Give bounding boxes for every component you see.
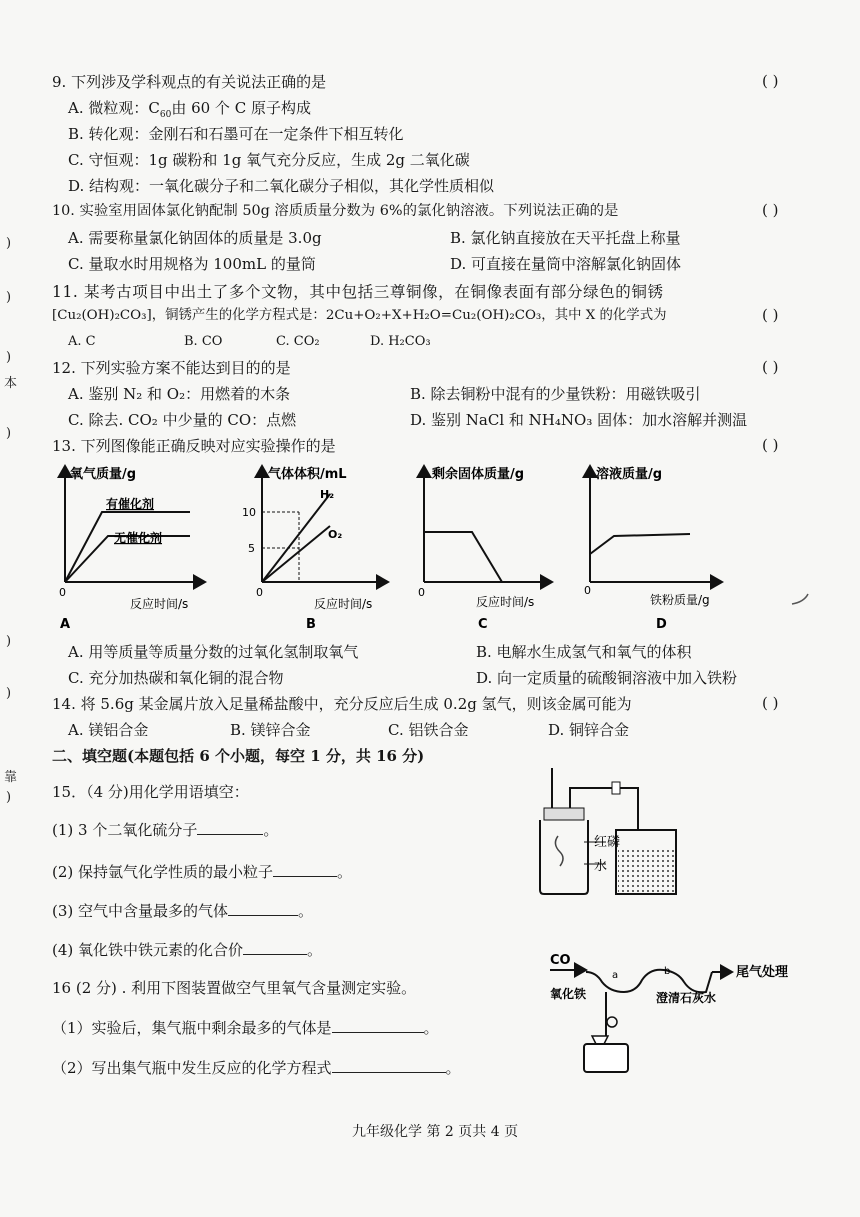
graph-b-letter: B xyxy=(306,617,316,632)
margin-mark: ) xyxy=(6,634,12,649)
q15-part-2: (2) 保持氩气化学性质的最小粒子 。 xyxy=(52,863,353,881)
graph-a-label-2: 无催化剂 xyxy=(114,531,163,545)
graph-d-origin: 0 xyxy=(584,584,591,597)
glass-tube xyxy=(586,970,712,993)
water-in-beaker xyxy=(618,848,674,892)
margin-mark: ) xyxy=(6,790,12,805)
q13-option-c: C. 充分加热碳和氧化铜的混合物 xyxy=(68,669,284,687)
q16-part-2: （2）写出集气瓶中发生反应的化学方程式 。 xyxy=(52,1059,461,1077)
question-12-stem: 12. 下列实验方案不能达到目的的是 xyxy=(52,359,291,377)
margin-mark: ) xyxy=(6,686,12,701)
label-red-phosphorus: 红磷 xyxy=(594,835,621,850)
answer-paren-13: ( ) xyxy=(762,436,779,454)
graph-b-xlabel: 反应时间/s xyxy=(314,597,373,611)
q10-option-d: D. 可直接在量筒中溶解氯化钠固体 xyxy=(450,255,682,273)
question-14-stem: 14. 将 5.6g 某金属片放入足量稀盐酸中，充分反应后生成 0.2g 氢气，则该金属可能为 xyxy=(52,695,632,713)
q15-part-4: (4) 氧化铁中铁元素的化合价 。 xyxy=(52,941,323,959)
graph-b-ylabel: 气体体积/mL xyxy=(268,467,347,482)
lamp-top xyxy=(592,1036,608,1044)
question-13-stem: 13. 下列图像能正确反映对应实验操作的是 xyxy=(52,437,336,455)
graph-d-xlabel: 铁粉质量/g xyxy=(650,593,710,607)
q10-option-c: C. 量取水时用规格为 100mL 的量筒 xyxy=(68,255,316,273)
q15-part-1: (1) 3 个二氧化硫分子 。 xyxy=(52,821,279,839)
q11-option-a: A. C xyxy=(68,334,96,349)
q13-graphs xyxy=(40,458,820,636)
graph-a-curve-catalyst xyxy=(65,512,190,582)
q11-option-b: B. CO xyxy=(184,334,223,349)
clamp-screw xyxy=(607,1017,617,1027)
answer-blank[interactable] xyxy=(273,862,337,877)
question-16-stem: 16 (2 分) . 利用下图装置做空气里氧气含量测定实验。 xyxy=(52,979,417,997)
q11-option-d: D. H₂CO₃ xyxy=(370,334,431,349)
q9-option-b: B. 转化观：金刚石和石墨可在一定条件下相互转化 xyxy=(68,125,404,143)
apparatus-red-phosphorus xyxy=(526,764,690,904)
label-iron-oxide: 氧化铁 xyxy=(550,987,587,1001)
label-water: 水 xyxy=(594,859,608,874)
label-b: b xyxy=(664,966,671,977)
q14-option-a: A. 镁铝合金 xyxy=(68,721,149,739)
q12-option-a: A. 鉴别 N₂ 和 O₂：用燃着的木条 xyxy=(68,385,291,403)
question-15-stem: 15．（4 分)用化学用语填空： xyxy=(52,783,249,801)
graph-c-xlabel: 反应时间/s xyxy=(476,595,535,609)
graph-d-ylabel: 溶液质量/g xyxy=(596,467,663,482)
q9-option-d: D. 结构观：一氧化碳分子和二氧化碳分子相似，其化学性质相似 xyxy=(68,177,495,195)
graph-b-label-h2: H₂ xyxy=(320,488,335,501)
graph-b-line-o2 xyxy=(262,526,330,582)
q13-option-d: D. 向一定质量的硫酸铜溶液中加入铁粉 xyxy=(476,669,738,687)
q12-option-b: B. 除去铜粉中混有的少量铁粉：用磁铁吸引 xyxy=(410,385,701,403)
graph-d-letter: D xyxy=(656,617,667,632)
answer-paren-9: ( ) xyxy=(762,72,779,90)
alcohol-lamp xyxy=(584,1044,628,1072)
graph-d-curve xyxy=(590,534,690,554)
graph-a-origin: 0 xyxy=(59,586,66,599)
margin-mark: 靠 xyxy=(4,770,18,785)
answer-blank[interactable] xyxy=(228,901,298,916)
page-footer: 九年级化学 第 2 页共 4 页 xyxy=(352,1124,519,1140)
label-limewater: 澄清石灰水 xyxy=(656,991,717,1005)
graph-a-ylabel: 氧气质量/g xyxy=(70,467,137,482)
q14-option-c: C. 铝铁合金 xyxy=(388,721,469,739)
graph-b-tick-5: 5 xyxy=(248,542,255,555)
q11-option-c: C. CO₂ xyxy=(276,334,320,349)
graph-b xyxy=(242,466,388,632)
graph-a-xlabel: 反应时间/s xyxy=(130,597,189,611)
graph-d xyxy=(584,466,722,632)
apparatus-co-reduction xyxy=(546,948,789,1078)
graph-c-letter: C xyxy=(478,617,488,632)
question-11-line2: [Cu₂(OH)₂CO₃]，铜锈产生的化学方程式是：2Cu+O₂+X+H₂O=Cu₂(OH)₂CO₃，其中 X 的化学式为 xyxy=(52,308,667,323)
stopper xyxy=(544,808,584,820)
graph-c xyxy=(418,466,552,632)
q13-option-a: A. 用等质量等质量分数的过氧化氢制取氧气 xyxy=(68,643,359,661)
q14-option-b: B. 镁锌合金 xyxy=(230,721,311,739)
question-10-stem: 10. 实验室用固体氯化钠配制 50g 溶质质量分数为 6%的氯化钠溶液。下列说法正确的是 xyxy=(52,203,619,219)
phosphorus-spoon xyxy=(555,836,563,866)
q10-option-a: A. 需要称量氯化钠固体的质量是 3.0g xyxy=(68,229,322,247)
answer-paren-14: ( ) xyxy=(762,694,779,712)
q12-option-d: D. 鉴别 NaCl 和 NH₄NO₃ 固体：加水溶解并测温 xyxy=(410,411,748,429)
answer-paren-11: ( ) xyxy=(762,306,779,324)
margin-mark: ) xyxy=(6,426,12,441)
graph-b-origin: 0 xyxy=(256,586,263,599)
q9-option-c: C. 守恒观：1g 碳粉和 1g 氧气充分反应，生成 2g 二氧化碳 xyxy=(68,151,470,169)
margin-mark: ) xyxy=(6,290,12,305)
section-2-heading: 二、填空题(本题包括 6 个小题，每空 1 分，共 16 分) xyxy=(52,747,425,765)
margin-mark: ) xyxy=(6,350,12,365)
question-11-line1: 11. 某考古项目中出土了多个文物，其中包括三尊铜像，在铜像表面有部分绿色的铜锈 xyxy=(52,283,664,301)
graph-a-label-1: 有催化剂 xyxy=(106,497,155,511)
graph-b-line-h2 xyxy=(262,494,330,582)
q10-option-b: B. 氯化钠直接放在天平托盘上称量 xyxy=(450,229,681,247)
stray-mark xyxy=(792,594,808,604)
answer-blank[interactable] xyxy=(332,1058,446,1073)
answer-blank[interactable] xyxy=(197,820,263,835)
margin-mark: ) xyxy=(6,236,12,251)
q13-option-b: B. 电解水生成氢气和氧气的体积 xyxy=(476,643,692,661)
q16-part-1: （1）实验后，集气瓶中剩余最多的气体是 。 xyxy=(52,1019,439,1037)
clamp xyxy=(612,782,620,794)
graph-c-origin: 0 xyxy=(418,586,425,599)
q12-option-c: C. 除去. CO₂ 中少量的 CO：点燃 xyxy=(68,411,297,429)
graph-a xyxy=(59,466,205,632)
answer-blank[interactable] xyxy=(332,1018,424,1033)
graph-c-curve xyxy=(424,532,502,582)
gas-bottle xyxy=(540,820,588,894)
q15-part-3: (3) 空气中含量最多的气体 。 xyxy=(52,902,314,920)
answer-paren-12: ( ) xyxy=(762,358,779,376)
label-exhaust: 尾气处理 xyxy=(736,965,789,980)
q14-option-d: D. 铜锌合金 xyxy=(548,721,630,739)
label-a: a xyxy=(612,970,619,981)
margin-mark: 本 xyxy=(4,376,18,391)
question-9-stem: 9. 下列涉及学科观点的有关说法正确的是 xyxy=(52,73,327,91)
graph-b-label-o2: O₂ xyxy=(328,528,343,541)
q9-option-a: A. 微粒观：$C_{60}$由 60 个 C 原子构成 xyxy=(68,99,311,120)
graph-c-ylabel: 剩余固体质量/g xyxy=(432,467,525,482)
label-co: CO xyxy=(550,953,571,968)
answer-paren-10: ( ) xyxy=(762,201,779,219)
graph-a-letter: A xyxy=(60,617,71,632)
answer-blank[interactable] xyxy=(243,940,307,955)
graph-b-tick-10: 10 xyxy=(242,506,256,519)
